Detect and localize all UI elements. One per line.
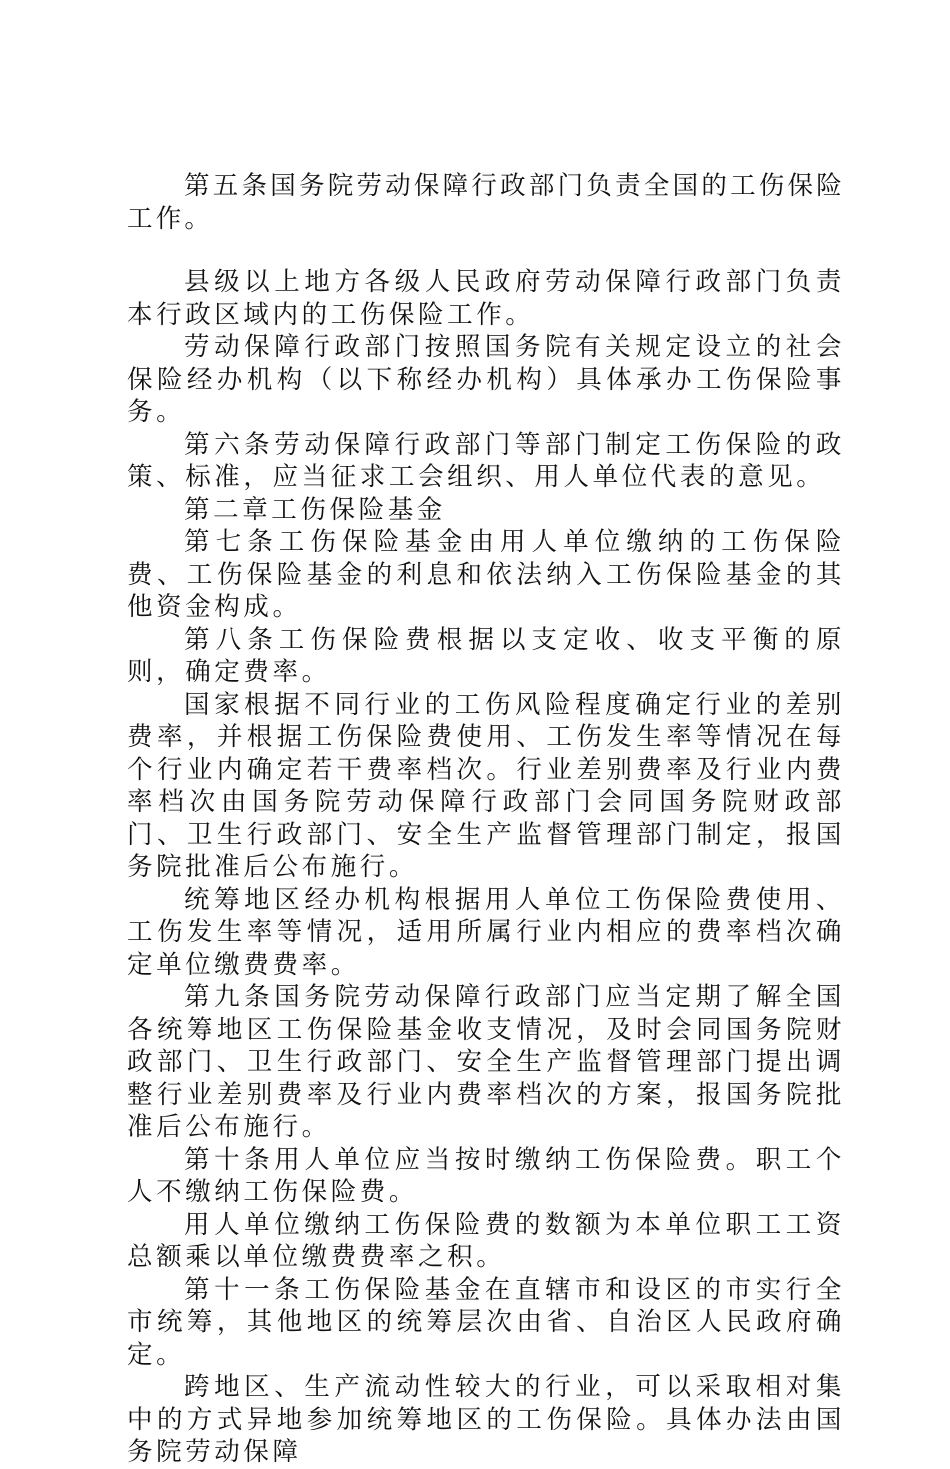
paragraph-article-11: 第十一条工伤保险基金在直辖市和设区的市实行全市统筹，其他地区的统筹层次由省、自治区人民政府确定。 — [127, 1274, 845, 1370]
paragraph-article-10: 第十条用人单位应当按时缴纳工伤保险费。职工个人不缴纳工伤保险费。 — [127, 1144, 845, 1207]
paragraph-county-level: 县级以上地方各级人民政府劳动保障行政部门负责本行政区域内的工伤保险工作。 — [127, 267, 845, 330]
paragraph-article-8: 第八条工伤保险费根据以支定收、收支平衡的原则，确定费率。 — [127, 624, 845, 687]
paragraph-rate-differential: 国家根据不同行业的工伤风险程度确定行业的差别费率，并根据工伤保险费使用、工伤发生率等情况在每个行业内确定若干费率档次。行业差别费率及行业内费率档次由国务院劳动保障行政部门会同国务院财政部门、卫生行政部门、安全生产监督管理部门制定，报国务院批准后公布施行。 — [127, 689, 845, 882]
chapter-heading: 第二章工伤保险基金 — [184, 494, 446, 525]
paragraph-article-5: 第五条国务院劳动保障行政部门负责全国的工伤保险工作。 — [127, 171, 845, 234]
paragraph-article-9: 第九条国务院劳动保障行政部门应当定期了解全国各统筹地区工伤保险基金收支情况，及时会同国务院财政部门、卫生行政部门、安全生产监督管理部门提出调整行业差别费率及行业内费率档次的方案，报国务院批准后公布施行。 — [127, 982, 845, 1142]
paragraph-article-6: 第六条劳动保障行政部门等部门制定工伤保险的政策、标准，应当征求工会组织、用人单位代表的意见。 — [127, 429, 845, 492]
paragraph-unit-rate: 统筹地区经办机构根据用人单位工伤保险费使用、工伤发生率等情况，适用所属行业内相应的费率档次确定单位缴费费率。 — [127, 884, 845, 980]
paragraph-article-7: 第七条工伤保险基金由用人单位缴纳的工伤保险费、工伤保险基金的利息和依法纳入工伤保险基金的其他资金构成。 — [127, 527, 845, 622]
paragraph-agency: 劳动保障行政部门按照国务院有关规定设立的社会保险经办机构（以下称经办机构）具体承办工伤保险事务。 — [127, 332, 845, 427]
paragraph-payment-amount: 用人单位缴纳工伤保险费的数额为本单位职工工资总额乘以单位缴费费率之积。 — [127, 1209, 845, 1272]
document-body — [127, 170, 845, 1469]
paragraph-cross-region: 跨地区、生产流动性较大的行业，可以采取相对集中的方式异地参加统筹地区的工伤保险。具体办法由国务院劳动保障 — [127, 1372, 845, 1467]
